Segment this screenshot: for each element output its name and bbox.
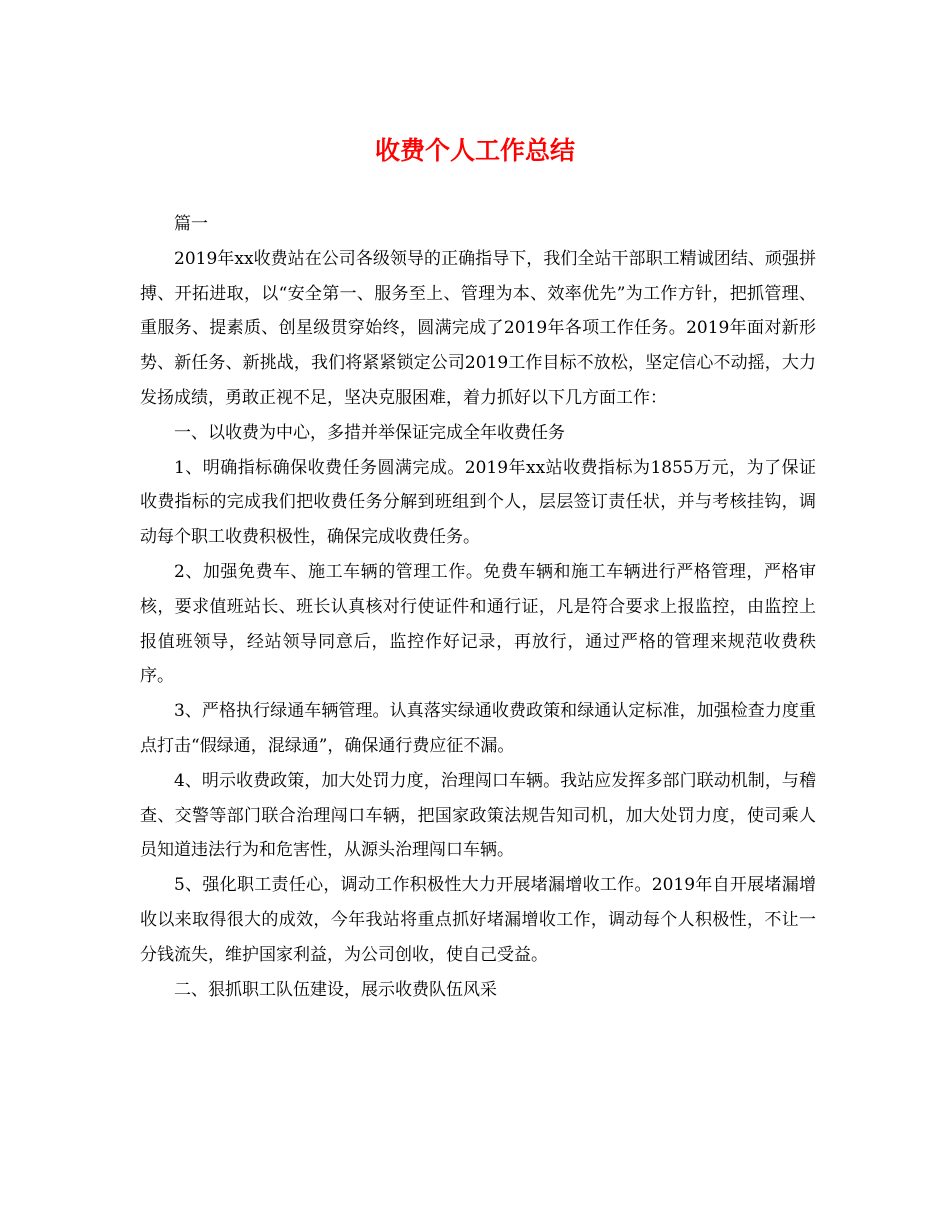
- body-paragraph: 2、加强免费车、施工车辆的管理工作。免费车辆和施工车辆进行严格管理，严格审核，要求值班站长、班长认真核对行使证件和通行证，凡是符合要求上报监控，由监控上报值班领导，经站领导同意后，监控作好记录，再放行，通过严格的管理来规范收费秩序。: [140, 561, 816, 687]
- intro-paragraph: 2019年xx收费站在公司各级领导的正确指导下，我们全站干部职工精诚团结、顽强拼搏、开拓进取，以“安全第一、服务至上、管理为本、效率优先”为工作方针，把抓管理、重服务、提素质、创星级贯穿始终，圆满完成了2019年各项工作任务。2019年面对新形势、新任务、新挑战，我们将紧紧锁定公司2019工作目标不放松，坚定信心不动摇，大力发扬成绩，勇敢正视不足，坚决克服困难，着力抓好以下几方面工作：: [140, 248, 816, 408]
- body-paragraph: 5、强化职工责任心，调动工作积极性大力开展堵漏增收工作。2019年自开展堵漏增收以来取得很大的成效，今年我站将重点抓好堵漏增收工作，调动每个人积极性，不让一分钱流失，维护国家利益，为公司创收，使自己受益。: [140, 875, 816, 965]
- body-paragraph: 1、明确指标确保收费任务圆满完成。2019年xx站收费指标为1855万元，为了保证收费指标的完成我们把收费任务分解到班组到个人，层层签订责任状，并与考核挂钩，调动每个职工收费积极性，确保完成收费任务。: [140, 457, 816, 548]
- section-label: 篇一: [174, 214, 208, 234]
- document-title: 收费个人工作总结: [374, 136, 575, 165]
- body-paragraph: 3、严格执行绿通车辆管理。认真落实绿通收费政策和绿通认定标准，加强检查力度重点打击“假绿通，混绿通”，确保通行费应征不漏。: [140, 701, 816, 756]
- body-paragraph: 4、明示收费政策，加大处罚力度，治理闯口车辆。我站应发挥多部门联动机制，与稽查、交警等部门联合治理闯口车辆，把国家政策法规告知司机，加大处罚力度，使司乘人员知道违法行为和危害性，从源头治理闯口车辆。: [140, 770, 816, 861]
- document-body: [140, 207, 816, 1007]
- section-heading: 二、狠抓职工队伍建设，展示收费队伍风采: [174, 979, 497, 1000]
- section-heading: 一、以收费为中心，多措并举保证完成全年收费任务: [174, 422, 565, 443]
